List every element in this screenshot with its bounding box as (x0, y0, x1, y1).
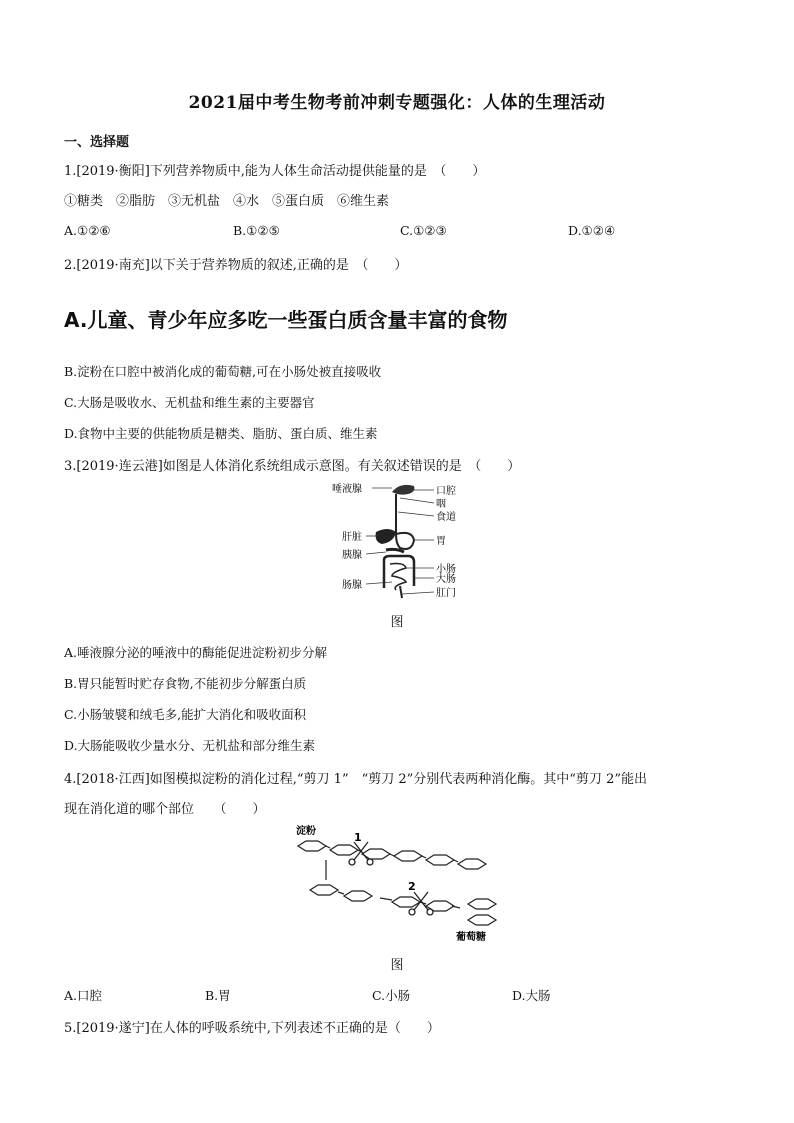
digestive-system-figure (330, 478, 470, 602)
label-starch: 淀粉 (296, 826, 316, 837)
stomach-shape (396, 533, 414, 549)
question-1-option-d: D.①②④ (568, 223, 616, 238)
question-1-items: ①糖类 ②脂肪 ③无机盐 ④水 ⑤蛋白质 ⑥维生素 (64, 194, 390, 209)
figure-4-caption: 图 (390, 958, 404, 973)
question-4-option-a: A.口腔 (64, 988, 103, 1003)
label-small-intestine: 小肠 (436, 564, 456, 575)
question-1-option-c: C.①②③ (400, 223, 447, 238)
question-1-option-b: B.①②⑤ (233, 223, 280, 238)
question-3-option-d: D.大肠能吸收少量水分、无机盐和部分维生素 (64, 738, 316, 753)
question-1-stem: 1.[2019·衡阳]下列营养物质中,能为人体生命活动提供能量的是 （ ） (64, 164, 486, 179)
anus-shape (400, 586, 402, 598)
label-pancreas: 胰腺 (342, 550, 362, 561)
question-2-option-d: D.食物中主要的供能物质是糖类、脂肪、蛋白质、维生素 (64, 426, 378, 441)
question-4-stem-line-1: 4.[2018·江西]如图模拟淀粉的消化过程,“剪刀 1” “剪刀 2”分别代表两种消化酶。其中“剪刀 2”能出 (64, 772, 647, 787)
question-1-option-a: A.①②⑥ (64, 223, 111, 238)
label-glucose: 葡萄糖 (456, 932, 486, 943)
label-anus: 肛门 (436, 588, 456, 599)
scissor-1-label: 1 (354, 831, 362, 844)
label-mouth: 口腔 (436, 486, 456, 497)
pancreas-shape (386, 549, 404, 552)
figure-3-caption: 图 (390, 615, 404, 630)
question-5-stem: 5.[2019·遂宁]在人体的呼吸系统中,下列表述不正确的是（ ） (64, 1021, 440, 1036)
question-2-option-a: A.儿童、青少年应多吃一些蛋白质含量丰富的食物 (64, 308, 508, 332)
question-4-option-b: B.胃 (205, 988, 231, 1003)
label-intestinal-gland: 肠腺 (342, 580, 362, 591)
question-4-stem-line-2: 现在消化道的哪个部位 （ ） (64, 802, 266, 817)
question-3-option-c: C.小肠皱襞和绒毛多,能扩大消化和吸收面积 (64, 707, 307, 722)
label-salivary-gland: 唾液腺 (332, 484, 362, 495)
question-3-stem: 3.[2019·连云港]如图是人体消化系统组成示意图。有关叙述错误的是 （ ） (64, 459, 521, 474)
label-liver: 肝脏 (342, 532, 362, 543)
label-large-intestine: 大肠 (436, 574, 456, 585)
question-2-stem: 2.[2019·南充]以下关于营养物质的叙述,正确的是 （ ） (64, 258, 408, 273)
liver-shape (376, 529, 396, 544)
label-stomach: 胃 (436, 536, 446, 547)
question-2-option-b: B.淀粉在口腔中被消化成的葡萄糖,可在小肠处被直接吸收 (64, 364, 382, 379)
label-esophagus: 食道 (436, 512, 456, 523)
page-title: 2021届中考生物考前冲刺专题强化：人体的生理活动 (188, 93, 606, 113)
small-intestine-shape (390, 564, 406, 591)
section-heading: 一、选择题 (64, 135, 130, 150)
maltose-chain (310, 885, 496, 925)
mouth-shape (392, 485, 414, 495)
question-2-option-c: C.大肠是吸收水、无机盐和维生素的主要器官 (64, 395, 315, 410)
question-3-option-a: A.唾液腺分泌的唾液中的酶能促进淀粉初步分解 (64, 645, 328, 660)
large-intestine-shape (384, 556, 414, 588)
scissor-2-label: 2 (408, 880, 416, 893)
question-4-option-c: C.小肠 (372, 988, 411, 1003)
question-3-option-b: B.胃只能暂时贮存食物,不能初步分解蛋白质 (64, 676, 307, 691)
starch-digestion-figure (292, 822, 512, 946)
label-pharynx: 咽 (436, 499, 446, 510)
question-4-option-d: D.大肠 (512, 988, 551, 1003)
